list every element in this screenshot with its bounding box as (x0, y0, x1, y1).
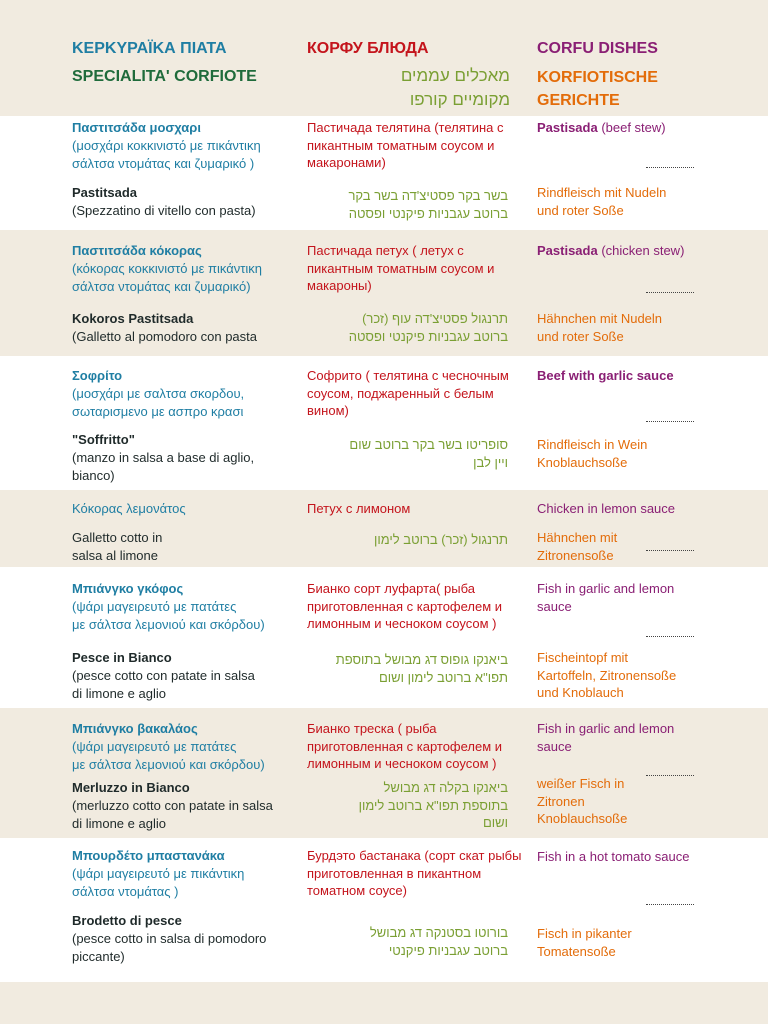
dish-2-german: Hähnchen mit Nudeln und roter Soße (537, 311, 663, 344)
dish-3-russian: Софрито ( телятина с чесночным соусом, поджаренный с белым вином) (307, 368, 509, 418)
header-hebrew: מאכלים עממים מקומיים קורפו (400, 66, 510, 109)
footer-band (0, 982, 768, 1024)
dish-2-russian: Пастичада петух ( летух с пикантным томатным соусом и макароны) (307, 243, 495, 293)
dish-4-greek: Κόκορας λεμονάτος (72, 501, 186, 516)
dish-5-dotted-line (646, 636, 694, 637)
dish-4-italian: Galletto cotto in salsa al limone (72, 530, 163, 563)
header-greek: ΚΕΡΚΥΡΑΪΚΑ ΠΙΑΤΑ (72, 40, 227, 57)
dish-1-german: Rindfleisch mit Nudeln und roter Soße (537, 185, 667, 218)
dish-2-english-desc: (chicken stew) (597, 243, 685, 258)
dish-3-german: Rindfleisch in Wein Knoblauchsoße (537, 437, 648, 470)
dish-1-russian: Пастичада телятина (телятина с пикантным томатным соусом и макаронами) (307, 120, 504, 170)
dish-2-english-title: Pastisada (537, 243, 598, 258)
dish-1-english-title: Pastisada (537, 120, 598, 135)
dish-6-greek-desc: (ψάρι μαγειρευτό με πατάτες με σάλτσα λεμονιού και σκόρδου) (72, 739, 265, 772)
dish-3-greek-desc: (μοσχάρι με σαλτσα σκορδου, σωταρισμενο με ασπρο κρασι (72, 386, 245, 419)
header-german: KORFIOTISCHE GERICHTE (537, 69, 658, 109)
dish-1-greek-desc: (μοσχάρι κοκκινιστό με πικάντικη σάλτσα ντομάτας και ζυμαρικό ) (72, 138, 261, 171)
dish-1-dotted-line (646, 167, 694, 168)
dish-7-english: Fish in a hot tomato sauce (537, 849, 690, 864)
dish-4-hebrew: תרנגול (זכר) ברוטב לימון (374, 532, 508, 547)
dish-5-greek-desc: (ψάρι μαγειρευτό με πατάτες με σάλτσα λεμονιού και σκόρδου) (72, 599, 265, 632)
dish-5-hebrew: ביאנקו גופוס דג מבושל בתוספת תפו"א ברוטב לימון ושום (335, 652, 508, 685)
dish-7-russian: Бурдэто бастанака (сорт скат рыбы приготовленная в пикантном томатном соусе) (307, 848, 522, 898)
dish-6-dotted-line (646, 775, 694, 776)
dish-5-italian-desc: (pesce cotto con patate in salsa di limone e aglio (72, 668, 255, 701)
dish-6-hebrew: ביאנקו בקלה דג מבושל בתוספת תפו"א ברוטב לימון ושום (358, 780, 508, 830)
dish-5-greek-title: Μπιάνγκο γκόφος (72, 581, 184, 596)
dish-1-italian-desc: (Spezzatino di vitello con pasta) (72, 203, 256, 218)
dish-4-dotted-line (646, 550, 694, 551)
dish-7-dotted-line (646, 904, 694, 905)
dish-6-german: weißer Fisch in Zitronen Knoblauchsoße (537, 776, 628, 826)
dish-7-italian-title: Brodetto di pesce (72, 913, 182, 928)
dish-1-greek-title: Παστιτσάδα μοσχαρι (72, 120, 201, 135)
dish-1-italian-title: Pastitsada (72, 185, 138, 200)
dish-7-greek-title: Μπουρδέτο μπαστανάκα (72, 848, 225, 863)
dish-2-greek-title: Παστιτσάδα κόκορας (72, 243, 202, 258)
dish-3-dotted-line (646, 421, 694, 422)
header-english: CORFU DISHES (537, 40, 658, 57)
dish-4-russian: Петух с лимоном (307, 501, 411, 516)
dish-7-italian-desc: (pesce cotto in salsa di pomodoro piccante) (72, 931, 267, 964)
dish-7-greek-desc: (ψάρι μαγειρευτό με πικάντικη σάλτσα ντομάτας ) (72, 866, 245, 899)
dish-2-italian-desc: (Galletto al pomodoro con pasta (72, 329, 257, 344)
dish-6-italian-desc: (merluzzo cotto con patate in salsa di limone e aglio (72, 798, 273, 831)
header-italian: SPECIALITA' CORFIOTE (72, 68, 257, 85)
dish-3-english: Beef with garlic sauce (537, 368, 674, 383)
dish-5-german: Fischeintopf mit Kartoffeln, Zitronensoße und Knoblauch (537, 650, 677, 700)
dish-7-german: Fisch in pikanter Tomatensoße (537, 926, 632, 959)
header-russian: КОРФУ БЛЮДА (307, 40, 429, 57)
dish-2-greek-desc: (κόκορας κοκκινιστό με πικάντικη σάλτσα ντομάτας και ζυμαρικό) (72, 261, 262, 294)
dish-3-italian-title: "Soffritto" (72, 432, 135, 447)
dish-1-hebrew: בשר בקר פסטיצ'דה בשר בקר ברוטב עגבניות פיקנטי ופסטה (348, 188, 508, 221)
dish-5-english: Fish in garlic and lemon sauce (537, 581, 675, 614)
dish-3-hebrew: סופריטו בשר בקר ברוטב שום ויין לבן (349, 437, 508, 470)
dish-5-italian-title: Pesce in Bianco (72, 650, 172, 665)
dish-6-greek-title: Μπιάνγκο βακαλάος (72, 721, 198, 736)
dish-4-english: Chicken in lemon sauce (537, 501, 676, 516)
dish-3-greek-title: Σοφρίτο (72, 368, 123, 383)
dish-3-italian-desc: (manzo in salsa a base di aglio, bianco) (72, 450, 255, 483)
dish-6-english: Fish in garlic and lemon sauce (537, 721, 675, 754)
dish-2-italian-title: Kokoros Pastitsada (72, 311, 194, 326)
dish-5-russian: Бианко сорт луфарта( рыба приготовленная с картофелем и лимонным и чесноком соусом ) (307, 581, 503, 631)
dish-7-hebrew: בורוטו בסטנקה דג מבושל ברוטב עגבניות פיקנטי (369, 925, 508, 958)
dish-2-english (537, 242, 684, 260)
dish-6-russian: Бианко треска ( рыба приготовленная с картофелем и лимонным и чесноком соусом ) (307, 721, 503, 771)
dish-4-german: Hähnchen mit Zitronensoße (537, 530, 618, 563)
dish-2-dotted-line (646, 292, 694, 293)
dish-1-english (537, 119, 666, 137)
dish-6-italian-title: Merluzzo in Bianco (72, 780, 190, 795)
dish-2-hebrew: תרנגול פסטיצ'דה עוף (זכר) ברוטב עגבניות פיקנטי ופסטה (348, 311, 508, 344)
dish-1-english-desc: (beef stew) (597, 120, 666, 135)
